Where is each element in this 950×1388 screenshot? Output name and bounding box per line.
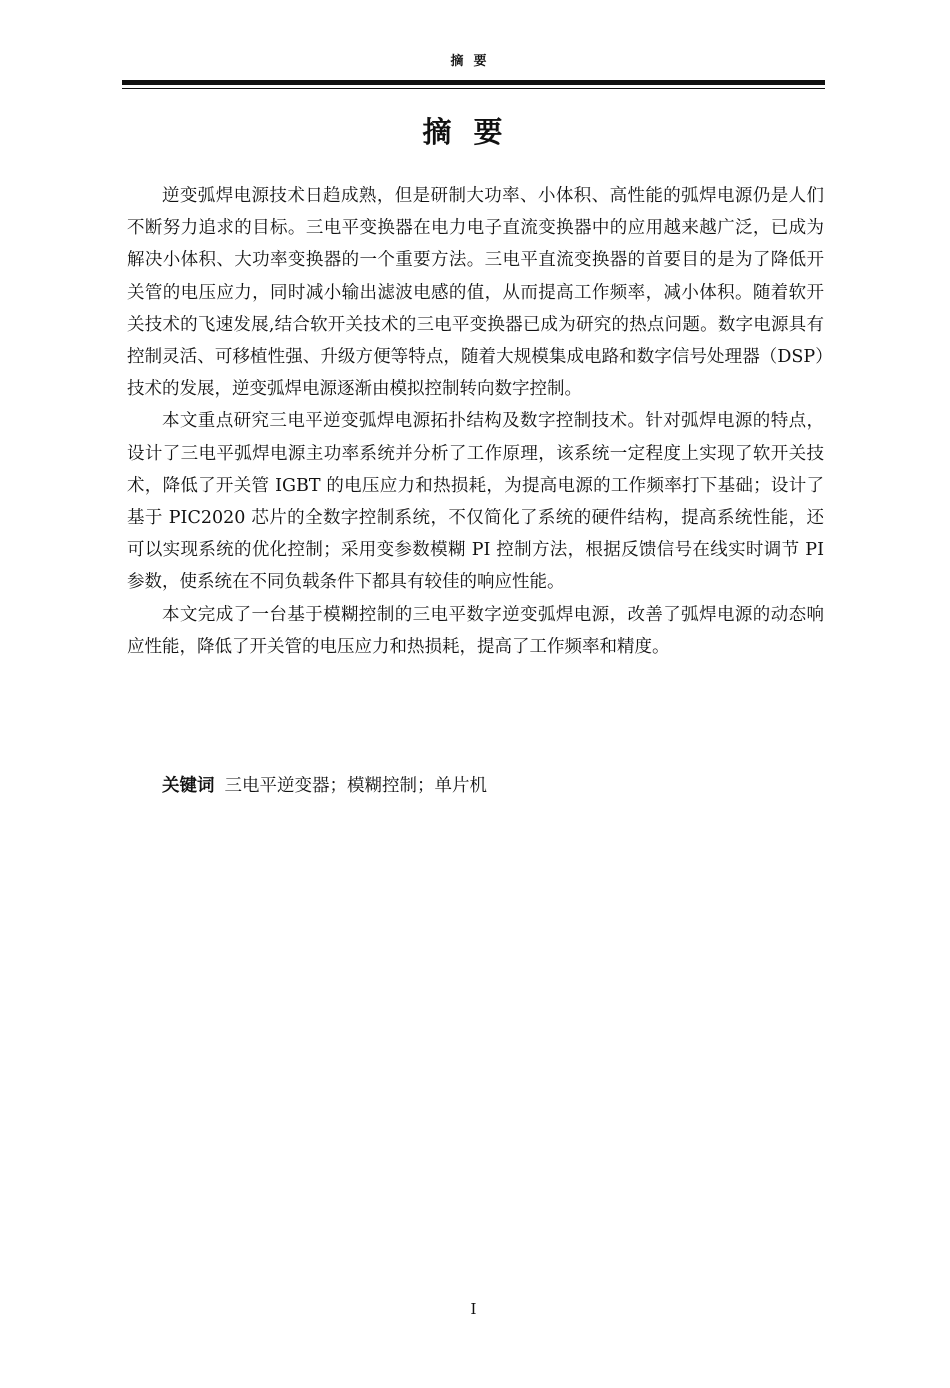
abstract-title: 摘要 — [422, 115, 525, 149]
abstract-paragraph-1: 逆变弧焊电源技术日趋成熟，但是研制大功率、小体积、高性能的弧焊电源仍是人们不断努力追求的目标。三电平变换器在电力电子直流变换器中的应用越来越广泛，已成为解决小体积、大功率变换器的一个重要方法。三电平直流变换器的首要目的是为了降低开关管的电压应力，同时减小输出滤波电感的值，从而提高工作频率，减小体积。随着软开关技术的飞速发展,结合软开关技术的三电平变换器已成为研究的热点问题。数字电源具有控制灵活、可移植性强、升级方便等特点，随着大规模集成电路和数字信号处理器（DSP）技术的发展，逆变弧焊电源逐渐由模拟控制转向数字控制。 — [127, 186, 824, 400]
header-rule-thin — [122, 88, 825, 89]
abstract-body — [127, 180, 824, 663]
abstract-paragraph-3: 本文完成了一台基于模糊控制的三电平数字逆变弧焊电源，改善了弧焊电源的动态响应性能，降低了开关管的电压应力和热损耗，提高了工作频率和精度。 — [127, 604, 824, 657]
header-rule-thick — [122, 80, 825, 85]
page-number: I — [470, 1300, 477, 1318]
running-header: 摘要 — [450, 54, 497, 69]
keywords-line — [127, 770, 824, 802]
keywords-label: 关键词 — [162, 776, 215, 796]
abstract-paragraph-2: 本文重点研究三电平逆变弧焊电源拓扑结构及数字控制技术。针对弧焊电源的特点，设计了三电平弧焊电源主功率系统并分析了工作原理，该系统一定程度上实现了软开关技术，降低了开关管 IGBT 的电压应力和热损耗，为提高电源的工作频率打下基础；设计了基于 PIC2020 芯片的全数字控制系统，不仅简化了系统的硬件结构，提高系统性能，还可以实现系统的优化控制；采用变参数模糊 PI 控制方法，根据反馈信号在线实时调节 PI 参数，使系统在不同负载条件下都具有较佳的响应性能。 — [127, 411, 824, 593]
keywords-text: 三电平逆变器；模糊控制；单片机 — [224, 776, 487, 796]
